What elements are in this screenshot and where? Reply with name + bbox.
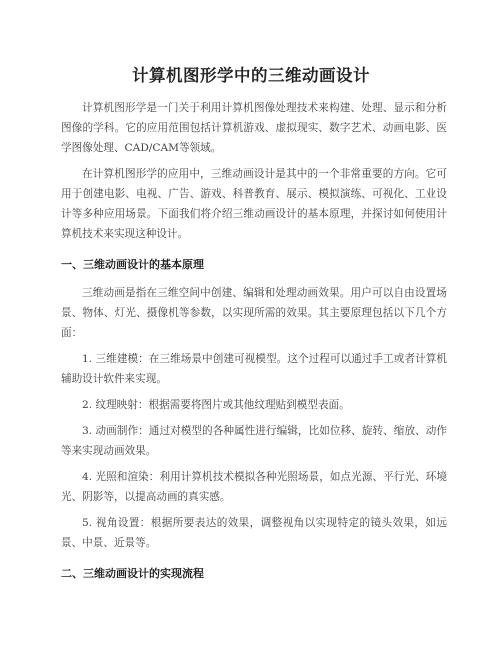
section-1-intro: 三维动画是指在三维空间中创建、编辑和处理动画效果。用户可以自由设置场景、物体、灯光、摄像机等参数，以实现所需的效果。其主要原理包括以下几个方面： (61, 287, 447, 339)
intro-paragraph-2: 在计算机图形学的应用中，三维动画设计是其中的一个非常重要的方向。它可用于创建电影、电视、广告、游戏、科普教育、展示、模拟演练、可视化、工业设计等多种应用场景。下面我们将介绍三维动画设计的基本原理，并探讨如何使用计算机技术来实现这种设计。 (61, 168, 447, 240)
list-item-viewpoint: 5. 视角设置：根据所要表达的效果，调整视角以实现特定的镜头效果，如远景、中景、近景等。 (61, 517, 447, 549)
list-item-modeling: 1. 三维建模：在三维场景中创建可视模型。这个过程可以通过手工或者计算机辅助设计软件来实现。 (61, 353, 447, 385)
section-2-heading: 二、三维动画设计的实现流程 (61, 567, 204, 580)
section-1-heading: 一、三维动画设计的基本原理 (61, 258, 204, 271)
list-item-lighting: 4. 光照和渲染：利用计算机技术模拟各种光照场景，如点光源、平行光、环境光、阴影等，以提高动画的真实感。 (61, 471, 447, 503)
list-item-animation: 3. 动画制作：通过对模型的各种属性进行编辑，比如位移、旋转、缩放、动作等来实现动画效果。 (61, 425, 447, 457)
intro-paragraph-1: 计算机图形学是一门关于利用计算机图像处理技术来构建、处理、显示和分析图像的学科。它的应用范围包括计算机游戏、虚拟现实、数字艺术、动画电影、医学图像处理、CAD/CAM等领域。 (61, 102, 447, 154)
document-title: 计算机图形学中的三维动画设计 (132, 66, 370, 85)
document-body (61, 98, 447, 592)
list-item-texture: 2. 纹理映射：根据需要将图片或其他纹理贴到模型表面。 (82, 399, 350, 411)
